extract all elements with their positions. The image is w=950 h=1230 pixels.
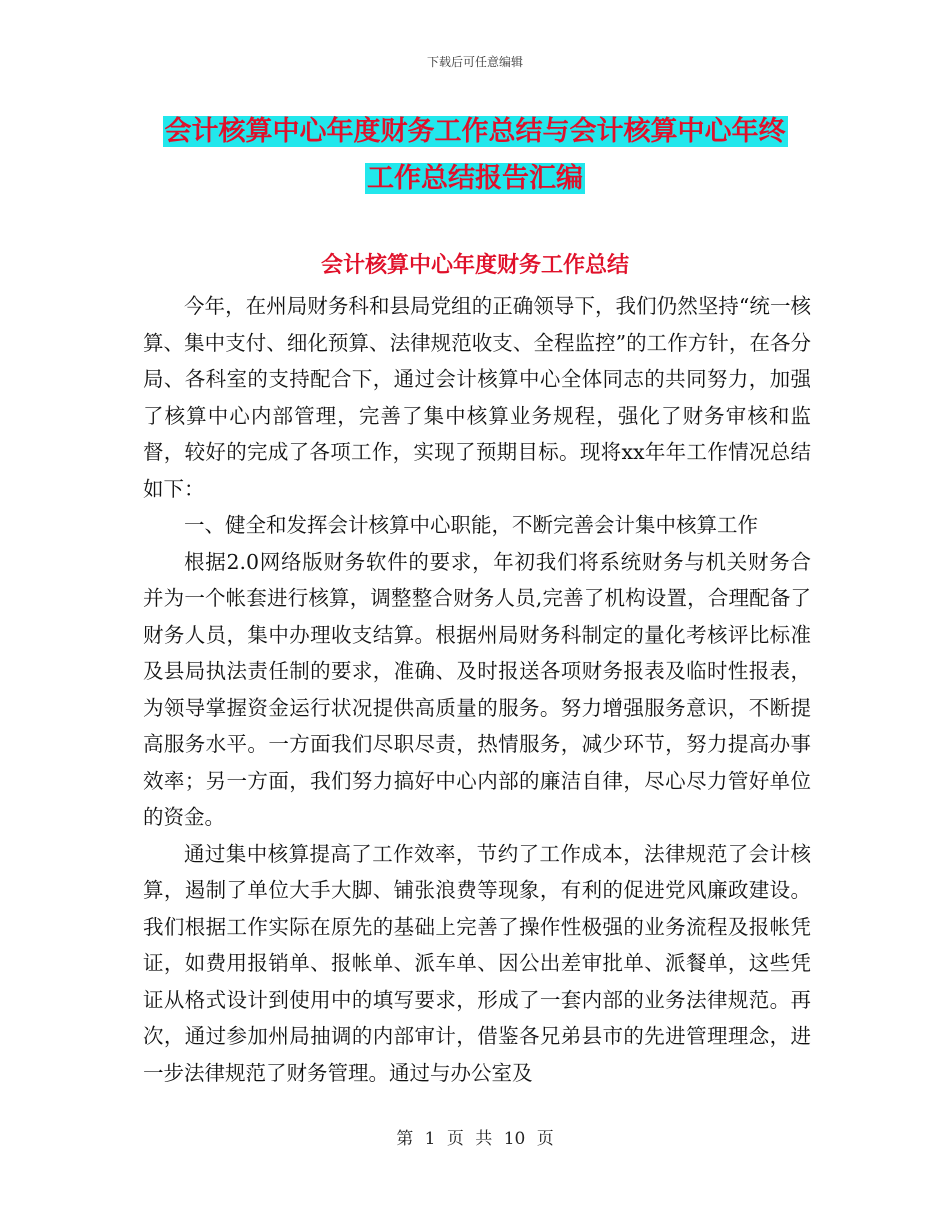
- main-title-line-1: 会计核算中心年度财务工作总结与会计核算中心年终: [164, 116, 786, 147]
- page-header-note: 下载后可任意编辑: [426, 55, 523, 69]
- section-title: 会计核算中心年度财务工作总结: [320, 253, 629, 278]
- paragraph-software: 根据2.0网络版财务软件的要求，年初我们将系统财务与机关财务合并为一个帐套进行核算，调整整合财务人员,完善了机构设置，合理配备了财务人员，集中办理收支结算。根据州局财务科制定的量化考核评比标准及县局执法责任制的要求，准确、及时报送各项财务报表及临时性报表，为领导掌握资金运行状况提供高质量的服务。努力增强服务意识，不断提高服务水平。一方面我们尽职尽责，热情服务，减少环节，努力提高办事效率；另一方面，我们努力搞好中心内部的廉洁自律，尽心尽力管好单位的资金。: [143, 549, 811, 829]
- document-main-title: [0, 108, 950, 202]
- main-title-line-2: 工作总结报告汇编: [367, 163, 583, 194]
- paragraph-heading-1: 一、健全和发挥会计核算中心职能，不断完善会计集中核算工作: [184, 513, 758, 537]
- page-number-footer: 第 1 页 共 10 页: [396, 1129, 554, 1149]
- document-body: [143, 288, 811, 1091]
- paragraph-efficiency: 通过集中核算提高了工作效率，节约了工作成本，法律规范了会计核算，遏制了单位大手大脚、铺张浪费等现象，有利的促进党风廉政建设。我们根据工作实际在原先的基础上完善了操作性极强的业务流程及报帐凭证，如费用报销单、报帐单、派车单、因公出差审批单、派餐单，这些凭证从格式设计到使用中的填写要求，形成了一套内部的业务法律规范。再次，通过参加州局抽调的内部审计，借鉴各兄弟县市的先进管理理念，进一步法律规范了财务管理。通过与办公室及: [143, 841, 811, 1085]
- paragraph-intro: 今年，在州局财务科和县局党组的正确领导下，我们仍然坚持“统一核算、集中支付、细化预算、法律规范收支、全程监控”的工作方针，在各分局、各科室的支持配合下，通过会计核算中心全体同志的共同努力，加强了核算中心内部管理，完善了集中核算业务规程，强化了财务审核和监督，较好的完成了各项工作，实现了预期目标。现将xx年年工作情况总结如下：: [143, 294, 811, 501]
